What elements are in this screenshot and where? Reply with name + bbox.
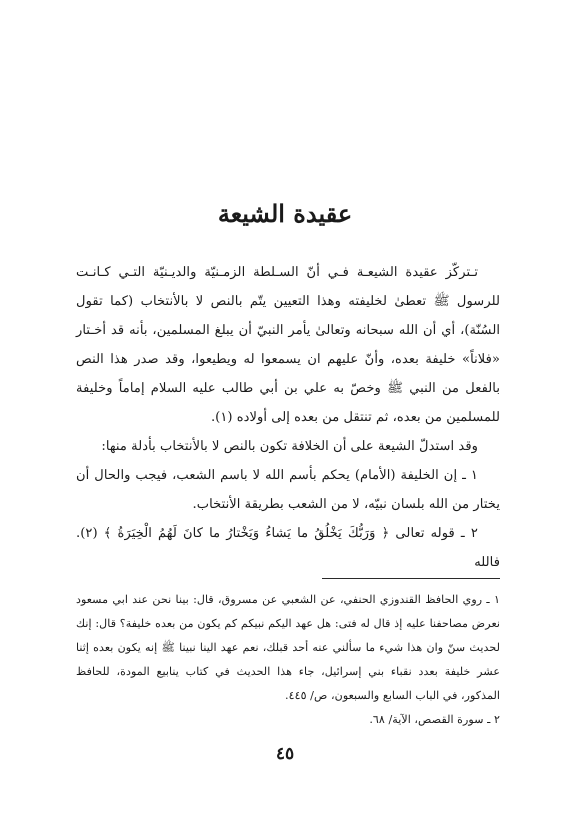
footnote: ٢ ـ سورة القصص، الآية/ ٦٨.: [369, 713, 500, 726]
chapter-title: عقيدة الشيعة: [217, 199, 353, 228]
paragraph: ٢ ـ قوله تعالى ﴿ وَرَبُّكَ يَخْلُقُ ما يَشاءُ وَيَخْتارُ ما كانَ لَهُمُ الْخِيَرَةُ ﴾ (٢). فالله: [76, 526, 500, 570]
paragraph: تـتركّز عقيدة الشيعـة فـي أنّ السـلطة الزمـنيّة والديـنيّة التـي كـانـت للرسول ﷺ تعطىٰ لخليفته وهذا التعيين يتّم بالنص لا بالأنتخاب (كما تقول السُنّة)، أي أن الله سبحانه وتعالىٰ يأمر النبيّ أن يبلغ المسلمين، بأنه قد أخـتار «فلاناً» خليفة بعده، وأنّ عليهم ان يسمعوا له ويطيعوا، وقد صدر هذا النص بالفعل من النبي ﷺ وخصّ به علي بن أبي طالب عليه السلام إماماً وخليفة للمسلمين من بعده، ثم تنتقل من بعده إلى أولاده (١).: [76, 265, 500, 425]
footnote: ١ ـ روي الحافظ القندوزي الحنفي، عن الشعبي عن مسروق، قال: بينا نحن عند ابي مسعود نعرض مصاحفنا عليه إذ قال له فتى: هل عهد اليكم نبيكم كم يكون من بعده خليفة؟ قال: إنك لحديث سنّ وان هذا شيء ما سألني عنه أحد قبلك، نعم عهد الينا نبينا ﷺ إنه يكون بعده إثنا عشر خليفة بعدد نقباء بني إسرائيل، جاء هذا الحديث في كتاب ينابيع المودة، للحافظ المذكور، في الباب السابع والسبعون، ص/ ٤٤٥.: [76, 593, 500, 702]
paragraph: وقد استدلّ الشيعة على أن الخلافة تكون بالنص لا بالأنتخاب بأدلة منها:: [101, 439, 478, 454]
page-number: ٤٥: [275, 744, 295, 764]
paragraph: ١ ـ إن الخليفة (الأمام) يحكم بأسم الله لا باسم الشعب، فيجب والحال أن يختار من الله بلسان نبيّه، لا من الشعب بطريقة الأنتخاب.: [76, 468, 500, 512]
footnotes: [76, 588, 500, 732]
body-text: [76, 258, 500, 577]
footnote-divider: [322, 578, 500, 579]
